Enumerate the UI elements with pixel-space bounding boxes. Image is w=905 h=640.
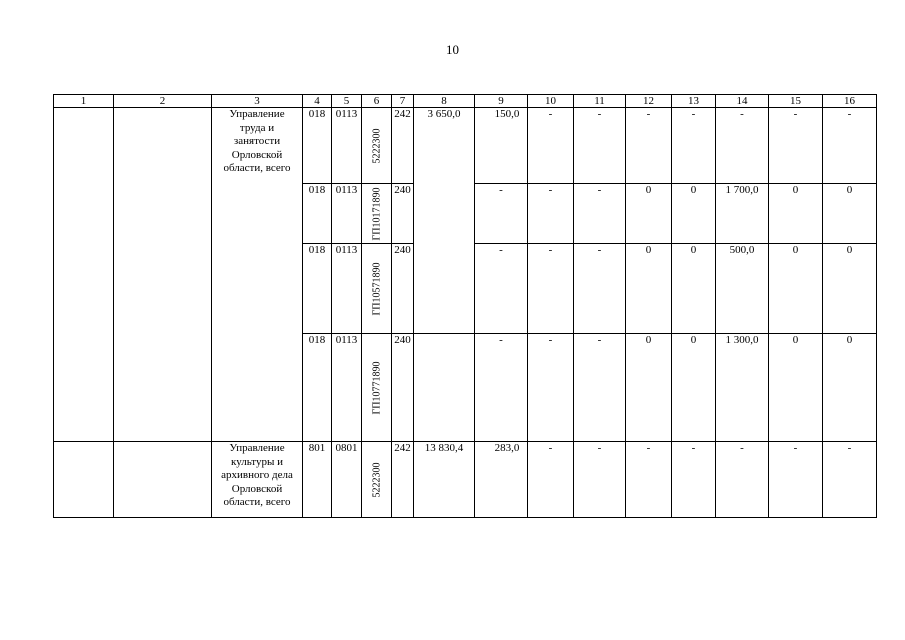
- cell-value: 500,0: [716, 244, 769, 334]
- cell-col1: [54, 108, 114, 442]
- cell-value: -: [626, 442, 672, 518]
- header-cell: 9: [475, 95, 528, 108]
- cell-value: -: [574, 442, 626, 518]
- cell-value: -: [716, 442, 769, 518]
- cell-value: 0: [823, 184, 877, 244]
- header-row: [54, 95, 877, 108]
- cell-value: -: [626, 108, 672, 184]
- header-cell: 13: [672, 95, 716, 108]
- cell-target-article: [362, 184, 392, 244]
- cell-value: -: [574, 334, 626, 442]
- cell-value: 0: [823, 244, 877, 334]
- target-article-text: ГП10571890: [371, 261, 382, 316]
- cell-target-article: [362, 334, 392, 442]
- cell-value: 0: [769, 334, 823, 442]
- table-row: [54, 442, 877, 518]
- cell-code: 018: [303, 108, 332, 184]
- cell-value: -: [475, 334, 528, 442]
- cell-value: -: [528, 334, 574, 442]
- cell-value: 0: [672, 184, 716, 244]
- cell-value: 283,0: [475, 442, 528, 518]
- header-cell: 7: [392, 95, 414, 108]
- header-cell: 6: [362, 95, 392, 108]
- cell-value: -: [823, 442, 877, 518]
- cell-col2: [114, 442, 212, 518]
- target-article-text: 5222300: [371, 462, 382, 497]
- cell-expense-type: 242: [392, 442, 414, 518]
- header-cell: 11: [574, 95, 626, 108]
- cell-value: 1 700,0: [716, 184, 769, 244]
- cell-value: -: [475, 184, 528, 244]
- cell-value: 0: [823, 334, 877, 442]
- cell-value: 0: [769, 184, 823, 244]
- cell-expense-type: 240: [392, 184, 414, 244]
- header-cell: 8: [414, 95, 475, 108]
- cell-value: -: [574, 108, 626, 184]
- cell-code: 018: [303, 334, 332, 442]
- header-cell: 2: [114, 95, 212, 108]
- cell-amount: [414, 334, 475, 442]
- cell-code: 801: [303, 442, 332, 518]
- cell-section: 0113: [332, 108, 362, 184]
- cell-value: 1 300,0: [716, 334, 769, 442]
- cell-value: -: [672, 108, 716, 184]
- header-cell: 1: [54, 95, 114, 108]
- cell-section: 0801: [332, 442, 362, 518]
- cell-value: -: [823, 108, 877, 184]
- cell-value: 0: [626, 334, 672, 442]
- organization-name: Управление труда и занятости Орловской области, всего: [212, 108, 303, 442]
- cell-target-article: [362, 442, 392, 518]
- cell-value: 0: [672, 244, 716, 334]
- cell-expense-type: 242: [392, 108, 414, 184]
- cell-value: 0: [626, 244, 672, 334]
- cell-value: -: [528, 442, 574, 518]
- cell-value: 0: [626, 184, 672, 244]
- cell-code: 018: [303, 244, 332, 334]
- header-cell: 5: [332, 95, 362, 108]
- header-cell: 14: [716, 95, 769, 108]
- cell-value: -: [574, 244, 626, 334]
- header-cell: 16: [823, 95, 877, 108]
- cell-section: 0113: [332, 244, 362, 334]
- cell-value: -: [528, 244, 574, 334]
- cell-value: -: [769, 108, 823, 184]
- target-article-text: ГП10771890: [371, 360, 382, 415]
- cell-value: -: [769, 442, 823, 518]
- cell-section: 0113: [332, 184, 362, 244]
- cell-target-article: [362, 244, 392, 334]
- header-cell: 10: [528, 95, 574, 108]
- organization-name: Управление культуры и архивного дела Орловской области, всего: [212, 442, 303, 518]
- header-cell: 4: [303, 95, 332, 108]
- cell-value: -: [672, 442, 716, 518]
- cell-expense-type: 240: [392, 244, 414, 334]
- cell-value: -: [475, 244, 528, 334]
- target-article-text: ГП10171890: [371, 186, 382, 241]
- cell-amount: 13 830,4: [414, 442, 475, 518]
- cell-target-article: [362, 108, 392, 184]
- cell-value: -: [574, 184, 626, 244]
- budget-table: [53, 94, 877, 518]
- page-number: 10: [446, 42, 459, 57]
- cell-value: -: [716, 108, 769, 184]
- cell-amount: 3 650,0: [414, 108, 475, 334]
- header-cell: 15: [769, 95, 823, 108]
- table-row: [54, 108, 877, 184]
- cell-code: 018: [303, 184, 332, 244]
- cell-col1: [54, 442, 114, 518]
- cell-value: 0: [672, 334, 716, 442]
- cell-value: -: [528, 108, 574, 184]
- header-cell: 3: [212, 95, 303, 108]
- header-cell: 12: [626, 95, 672, 108]
- cell-col2: [114, 108, 212, 442]
- cell-value: 150,0: [475, 108, 528, 184]
- cell-section: 0113: [332, 334, 362, 442]
- target-article-text: 5222300: [371, 128, 382, 163]
- cell-value: -: [528, 184, 574, 244]
- cell-value: 0: [769, 244, 823, 334]
- cell-expense-type: 240: [392, 334, 414, 442]
